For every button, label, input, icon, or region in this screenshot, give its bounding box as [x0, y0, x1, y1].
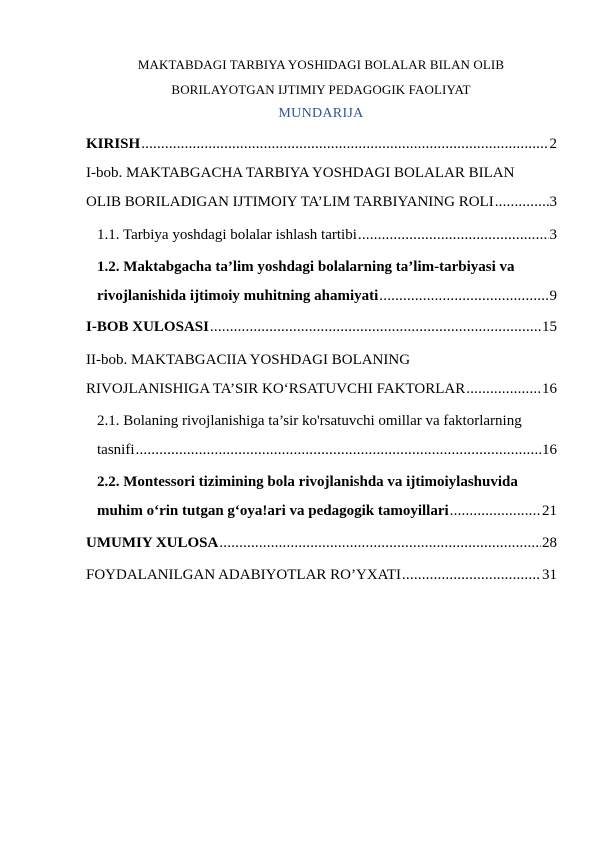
toc-entry-chapter-1-line-2[interactable]	[86, 192, 557, 212]
toc-page-number: 3	[549, 194, 557, 210]
toc-entry-chapter-1-summary[interactable]	[86, 317, 557, 337]
toc-entry-label: I-bob. MAKTABGACHA TARBIYA YOSHDAGI BOLALAR BILAN	[86, 165, 515, 181]
toc-entry-label: I-BOB XULOSASI	[86, 319, 209, 335]
toc-entry-chapter-2-line-1[interactable]	[86, 350, 557, 370]
toc-page-number: 2	[549, 136, 557, 152]
toc-page-number: 16	[542, 442, 557, 458]
toc-entry-section-1-1[interactable]	[97, 225, 557, 245]
toc-entry-references[interactable]	[86, 565, 557, 585]
toc-entry-label: muhim o‘rin tutgan g‘oya!ari va pedagogik tamoyillari	[97, 503, 449, 519]
toc-entry-section-2-1-line-1[interactable]	[97, 411, 557, 431]
toc-page-number: 15	[542, 319, 557, 335]
toc-entry-label: OLIB BORILADIGAN IJTIMOIY TA’LIM TARBIYANING ROLI	[86, 194, 494, 210]
toc-page-number: 31	[542, 567, 557, 583]
toc-entry-label: FOYDALANILGAN ADABIYOTLAR RO’YXATI	[86, 567, 401, 583]
toc-dot-leader	[141, 134, 548, 154]
toc-heading: MUNDARIJA	[278, 106, 364, 121]
toc-entry-section-2-1-line-2[interactable]	[97, 440, 557, 460]
toc-dot-leader	[379, 286, 548, 306]
toc-entry-label: 1.1. Tarbiya yoshdagi bolalar ishlash tartibi	[97, 227, 357, 243]
toc-dot-leader	[495, 192, 549, 212]
toc-dot-leader	[136, 440, 542, 460]
toc-dot-leader	[402, 565, 541, 585]
toc-dot-leader	[466, 379, 541, 399]
document-title-line-2: BORILAYOTGAN IJTIMIY PEDAGOGIK FAOLIYAT	[171, 82, 471, 97]
toc-entry-chapter-2-line-2[interactable]	[86, 379, 557, 399]
toc-entry-label: tasnifi	[97, 442, 135, 458]
toc-entry-chapter-1-line-1[interactable]	[86, 163, 557, 183]
toc-dot-leader	[210, 317, 541, 337]
toc-entry-section-2-2-line-1[interactable]	[97, 472, 557, 492]
toc-entry-label: 2.1. Bolaning rivojlanishiga ta’sir ko'rsatuvchi omillar va faktorlarning	[97, 413, 522, 429]
toc-page-number: 21	[542, 503, 557, 519]
toc-page-number: 3	[549, 227, 557, 243]
toc-dot-leader	[219, 533, 541, 553]
toc-entry-kirish[interactable]	[86, 134, 557, 154]
toc-dot-leader	[450, 501, 541, 521]
toc-page-number: 28	[542, 535, 557, 551]
toc-page-number: 16	[542, 381, 557, 397]
toc-page-number: 9	[549, 288, 557, 304]
toc-entry-section-1-2-line-1[interactable]	[97, 257, 557, 277]
toc-entry-label: II-bob. MAKTABGACIIA YOSHDAGI BOLANING	[86, 352, 411, 368]
toc-entry-label: 1.2. Maktabgacha ta’lim yoshdagi bolalarning ta’lim-tarbiyasi va	[97, 259, 515, 275]
toc-entry-label: RIVOJLANISHIGA TA’SIR KO‘RSATUVCHI FAKTORLAR	[86, 381, 466, 397]
document-title-line-1: MAKTABDAGI TARBIYA YOSHIDAGI BOLALAR BILAN OLIB	[137, 57, 505, 72]
toc-entry-section-2-2-line-2[interactable]	[97, 501, 557, 521]
toc-entry-label: UMUMIY XULOSA	[86, 535, 219, 551]
toc-dot-leader	[358, 225, 549, 245]
toc-entry-label: rivojlanishida ijtimoiy muhitning ahamiyati	[97, 288, 379, 304]
toc-entry-section-1-2-line-2[interactable]	[97, 286, 557, 306]
toc-entry-general-summary[interactable]	[86, 533, 557, 553]
toc-entry-label: KIRISH	[86, 136, 141, 152]
toc-entry-label: 2.2. Montessori tizimining bola rivojlanishda va ijtimoiylashuvida	[97, 474, 518, 490]
